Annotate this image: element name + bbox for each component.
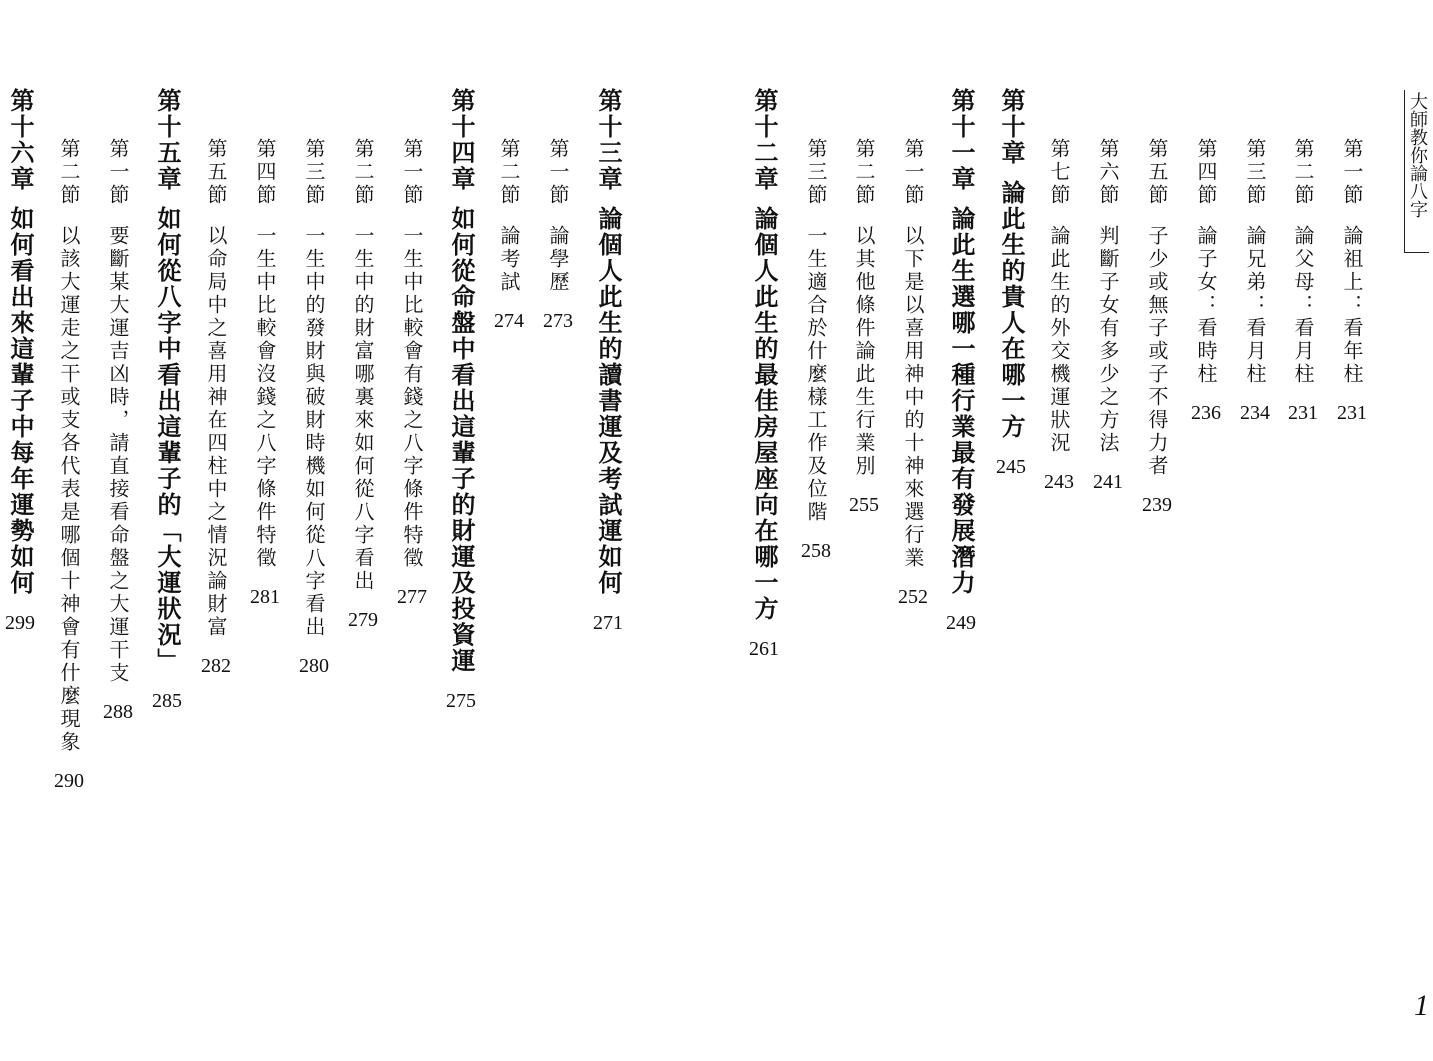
section-label: 第七節: [1047, 138, 1071, 207]
toc-entry[interactable]: [799, 138, 833, 563]
section-label: 第一節: [400, 138, 424, 207]
chapter-label: 第十章: [997, 88, 1025, 166]
section-label: 第二節: [852, 138, 876, 207]
chapter-title: 如何從命盤中看出這輩子的財運及投資運: [447, 206, 475, 674]
entry-title: 子少或無子或子不得力者: [1145, 225, 1169, 478]
section-label: 第二節: [1291, 138, 1315, 207]
entry-title: 判斷子女有多少之方法: [1096, 225, 1120, 455]
section-label: 第五節: [1145, 138, 1169, 207]
entry-title: 論子女：看時柱: [1194, 225, 1218, 386]
chapter-label: 第十二章: [750, 88, 778, 192]
toc-chapter[interactable]: [994, 88, 1028, 479]
page-number: 231: [1337, 402, 1367, 424]
entry-title: 論祖上：看年柱: [1340, 225, 1364, 386]
section-label: 第二節: [351, 138, 375, 207]
section-label: 第一節: [901, 138, 925, 207]
toc-chapter[interactable]: [747, 88, 781, 661]
page-number: 273: [543, 310, 573, 332]
section-label: 第四節: [253, 138, 277, 207]
page-number: 249: [946, 612, 976, 634]
chapter-label: 第十六章: [6, 88, 34, 192]
page-number: 255: [849, 494, 879, 516]
toc-entry[interactable]: [896, 138, 930, 609]
toc-chapter[interactable]: [444, 88, 478, 713]
entry-title: 論考試: [497, 225, 521, 294]
toc-chapter[interactable]: [944, 88, 978, 635]
section-label: 第三節: [1243, 138, 1267, 207]
page-number: 271: [593, 612, 623, 634]
page-number: 236: [1191, 402, 1221, 424]
entry-title: 論學歷: [546, 225, 570, 294]
entry-title: 以下是以喜用神中的十神來選行業: [901, 225, 925, 570]
page-number: 231: [1288, 402, 1318, 424]
page-number: 245: [996, 456, 1026, 478]
page-number: 280: [299, 655, 329, 677]
toc-entry[interactable]: [346, 138, 380, 632]
toc-chapter[interactable]: [591, 88, 625, 635]
chapter-title: 如何看出來這輩子中每年運勢如何: [6, 206, 34, 596]
page-number: 252: [898, 586, 928, 608]
page-number: 299: [5, 612, 35, 634]
page-number: 234: [1240, 402, 1270, 424]
toc-entry[interactable]: [1042, 138, 1076, 494]
toc-entry[interactable]: [395, 138, 429, 609]
section-label: 第三節: [302, 138, 326, 207]
page-number: 241: [1093, 471, 1123, 493]
entry-title: 要斷某大運吉凶時，請直接看命盤之大運干支: [106, 225, 130, 685]
toc-entry[interactable]: [52, 138, 86, 793]
toc-entry[interactable]: [199, 138, 233, 678]
page-number: 261: [749, 638, 779, 660]
page-number: 275: [446, 690, 476, 712]
page-number: 281: [250, 586, 280, 608]
page-folio: 1: [1414, 989, 1429, 1022]
entry-title: 論父母：看月柱: [1291, 225, 1315, 386]
section-label: 第六節: [1096, 138, 1120, 207]
chapter-label: 第十一章: [947, 88, 975, 192]
page-number: 282: [201, 655, 231, 677]
entry-title: 一生中比較會有錢之八字條件特徵: [400, 225, 424, 570]
entry-title: 以其他條件論此生行業別: [852, 225, 876, 478]
entry-title: 一生中比較會沒錢之八字條件特徵: [253, 225, 277, 570]
page-number: 243: [1044, 471, 1074, 493]
entry-title: 一生中的發財與破財時機如何從八字看出: [302, 225, 326, 639]
section-label: 第一節: [546, 138, 570, 207]
toc-entry[interactable]: [1286, 138, 1320, 425]
entry-title: 以命局中之喜用神在四柱中之情況論財富: [204, 225, 228, 639]
entry-title: 以該大運走之干或支各代表是哪個十神會有什麼現象: [57, 225, 81, 754]
toc-entry[interactable]: [847, 138, 881, 517]
toc-entry[interactable]: [1091, 138, 1125, 494]
toc-entry[interactable]: [1189, 138, 1223, 425]
entry-title: 一生中的財富哪裏來如何從八字看出: [351, 225, 375, 593]
chapter-label: 第十五章: [153, 88, 181, 192]
toc-entry[interactable]: [1335, 138, 1369, 425]
chapter-title: 論個人此生的讀書運及考試運如何: [594, 206, 622, 596]
chapter-title: 論此生的貴人在哪一方: [997, 180, 1025, 440]
toc-entry[interactable]: [297, 138, 331, 678]
toc-entry[interactable]: [492, 138, 526, 333]
toc-entry[interactable]: [248, 138, 282, 609]
page-number: 239: [1142, 494, 1172, 516]
chapter-title: 論此生選哪一種行業最有發展潛力: [947, 206, 975, 596]
section-label: 第二節: [57, 138, 81, 207]
toc-chapter[interactable]: [150, 88, 184, 713]
section-label: 第五節: [204, 138, 228, 207]
chapter-title: 論個人此生的最佳房屋座向在哪一方: [750, 206, 778, 622]
toc-entry[interactable]: [541, 138, 575, 333]
section-label: 第一節: [106, 138, 130, 207]
page-number: 277: [397, 586, 427, 608]
page-number: 279: [348, 609, 378, 631]
section-label: 第一節: [1340, 138, 1364, 207]
running-header: [1404, 90, 1429, 253]
page-number: 288: [103, 701, 133, 723]
toc-chapter[interactable]: [3, 88, 37, 635]
section-label: 第三節: [804, 138, 828, 207]
toc-entry[interactable]: [101, 138, 135, 724]
page-number: 290: [54, 770, 84, 792]
section-label: 第二節: [497, 138, 521, 207]
entry-title: 論兄弟：看月柱: [1243, 225, 1267, 386]
page-number: 258: [801, 540, 831, 562]
book-title: 大師教你論八字: [1407, 92, 1428, 218]
chapter-label: 第十四章: [447, 88, 475, 192]
toc-entry[interactable]: [1238, 138, 1272, 425]
section-label: 第四節: [1194, 138, 1218, 207]
entry-title: 論此生的外交機運狀況: [1047, 225, 1071, 455]
toc-entry[interactable]: [1140, 138, 1174, 517]
page-number: 274: [494, 310, 524, 332]
page-number: 285: [152, 690, 182, 712]
chapter-label: 第十三章: [594, 88, 622, 192]
entry-title: 一生適合於什麼樣工作及位階: [804, 225, 828, 524]
chapter-title: 如何從八字中看出這輩子的「大運狀況」: [153, 206, 181, 674]
